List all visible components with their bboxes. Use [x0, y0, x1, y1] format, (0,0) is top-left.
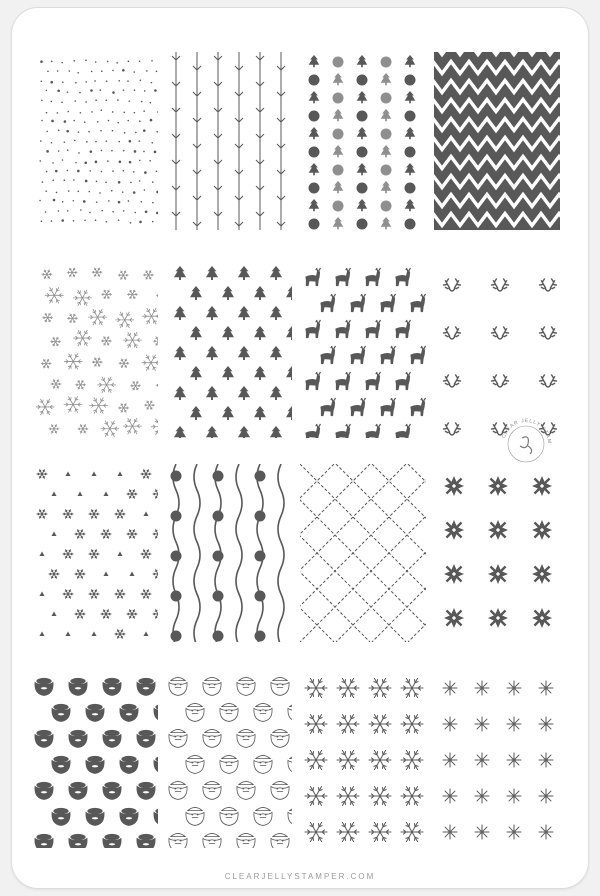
tile-small-snowflakes [37, 470, 163, 639]
tile-nordic-stars [444, 476, 552, 628]
tile-solid-santa-beards [35, 678, 172, 852]
tile-reindeer [306, 268, 426, 442]
pattern-grid [12, 8, 588, 888]
brand-seal [501, 418, 552, 462]
stamping-plate [12, 8, 588, 888]
tile-trees-and-ornaments [309, 55, 416, 230]
brand-url: CLEARJELLYSTAMPER.COM [224, 872, 376, 881]
tile-wavy-lines-with-dots [171, 464, 285, 646]
tile-chevron [424, 52, 568, 235]
svg-text:CLEAR JELLY STAMPER [501, 418, 552, 446]
tile-antlers [444, 279, 557, 435]
tile-outline-santas [169, 677, 306, 851]
tile-snowflakes [305, 678, 423, 841]
seal-text: CLEAR JELLY STAMPER [500, 417, 553, 446]
tile-pine-trees [174, 266, 298, 440]
tile-snowflake-cluster [36, 268, 169, 437]
tile-tiny-dots [39, 59, 159, 223]
tile-sparkles [443, 681, 553, 839]
tile-arrows [172, 52, 285, 230]
